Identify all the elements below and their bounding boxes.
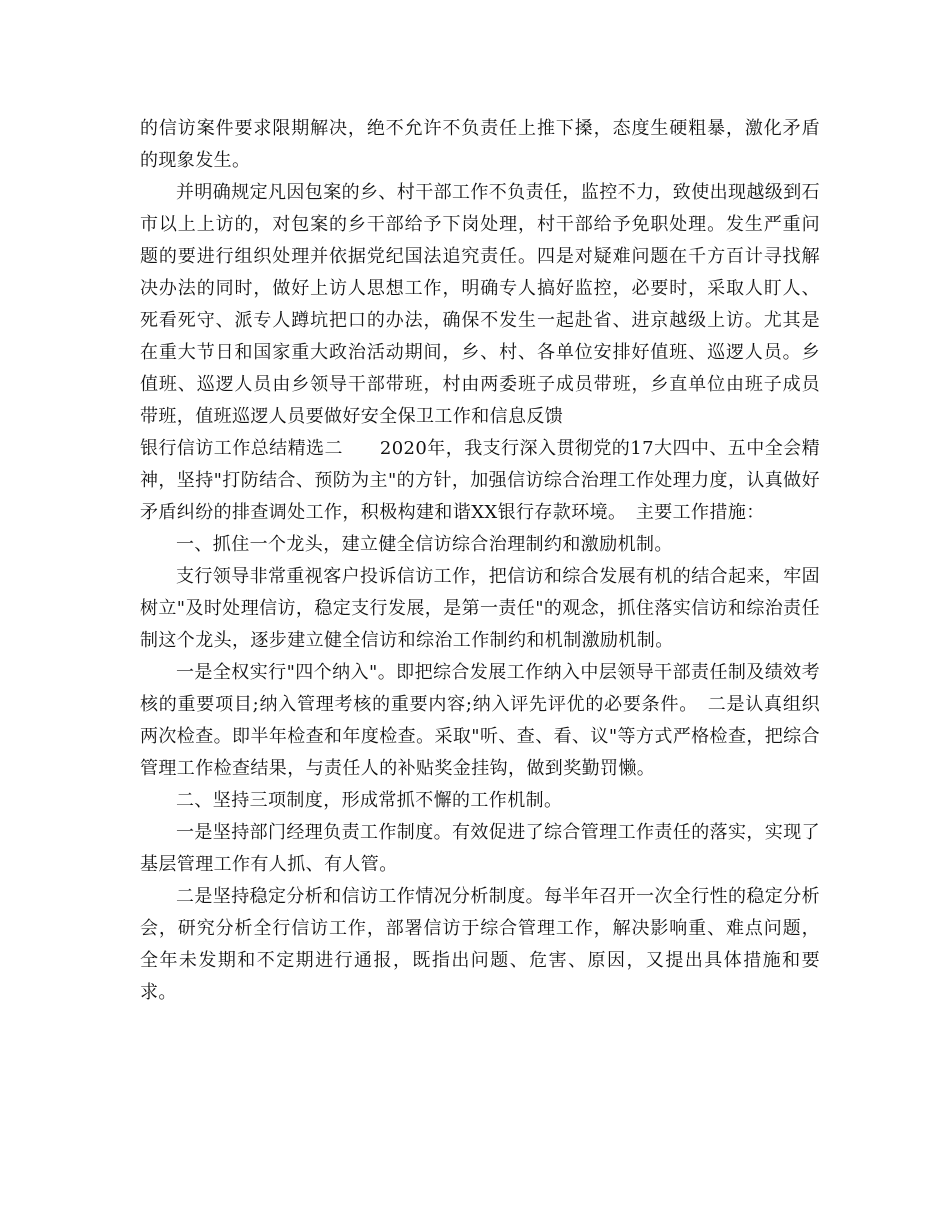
paragraph-1: 的信访案件要求限期解决，绝不允许不负责任上推下搡，态度生硬粗暴，激化矛盾的现象发生。 [140,118,820,171]
paragraph-8: 一是坚持部门经理负责工作制度。有效促进了综合管理工作责任的落实，实现了基层管理工作有人抓、有人管。 [140,822,820,875]
document-body [140,113,820,1009]
paragraph-3-section-heading: 银行信访工作总结精选二 2020年，我支行深入贯彻党的17大四中、五中全会精神，坚持"打防结合、预防为主"的方针，加强信访综合治理工作处理力度，认真做好矛盾纠纷的排查调处工作，积极构建和谐XX银行存款环境。 主要工作措施： [140,438,820,523]
paragraph-5: 支行领导非常重视客户投诉信访工作，把信访和综合发展有机的结合起来，牢固树立"及时处理信访，稳定支行发展，是第一责任"的观念，抓住落实信访和综治责任制这个龙头，逐步建立健全信访和综治工作制约和机制激励机制。 [140,566,820,651]
paragraph-9: 二是坚持稳定分析和信访工作情况分析制度。每半年召开一次全行性的稳定分析会，研究分析全行信访工作，部署信访于综合管理工作，解决影响重、难点问题，全年未发期和不定期进行通报，既指出问题、危害、原因，又提出具体措施和要求。 [140,886,820,1003]
paragraph-7: 二、坚持三项制度，形成常抓不懈的工作机制。 [176,790,563,811]
paragraph-2: 并明确规定凡因包案的乡、村干部工作不负责任，监控不力，致使出现越级到石市以上上访的，对包案的乡干部给予下岗处理，村干部给予免职处理。发生严重问题的要进行组织处理并依据党纪国法追究责任。四是对疑难问题在千方百计寻找解决办法的同时，做好上访人思想工作，明确专人搞好监控，必要时，采取人盯人、死看死守、派专人蹲坑把口的办法，确保不发生一起赴省、进京越级上访。尤其是在重大节日和国家重大政治活动期间，乡、村、各单位安排好值班、巡逻人员。乡值班、巡逻人员由乡领导干部带班，村由两委班子成员带班，乡直单位由班子成员带班，值班巡逻人员要做好安全保卫工作和信息反馈 [140,182,820,427]
paragraph-4: 一、抓住一个龙头，建立健全信访综合治理制约和激励机制。 [176,534,673,555]
paragraph-6: 一是全权实行"四个纳入"。即把综合发展工作纳入中层领导干部责任制及绩效考核的重要项目;纳入管理考核的重要内容;纳入评先评优的必要条件。 二是认真组织两次检查。即半年检查和年度检查。采取"听、查、看、议"等方式严格检查，把综合管理工作检查结果，与责任人的补贴奖金挂钩，做到奖勤罚懒。 [140,662,820,779]
